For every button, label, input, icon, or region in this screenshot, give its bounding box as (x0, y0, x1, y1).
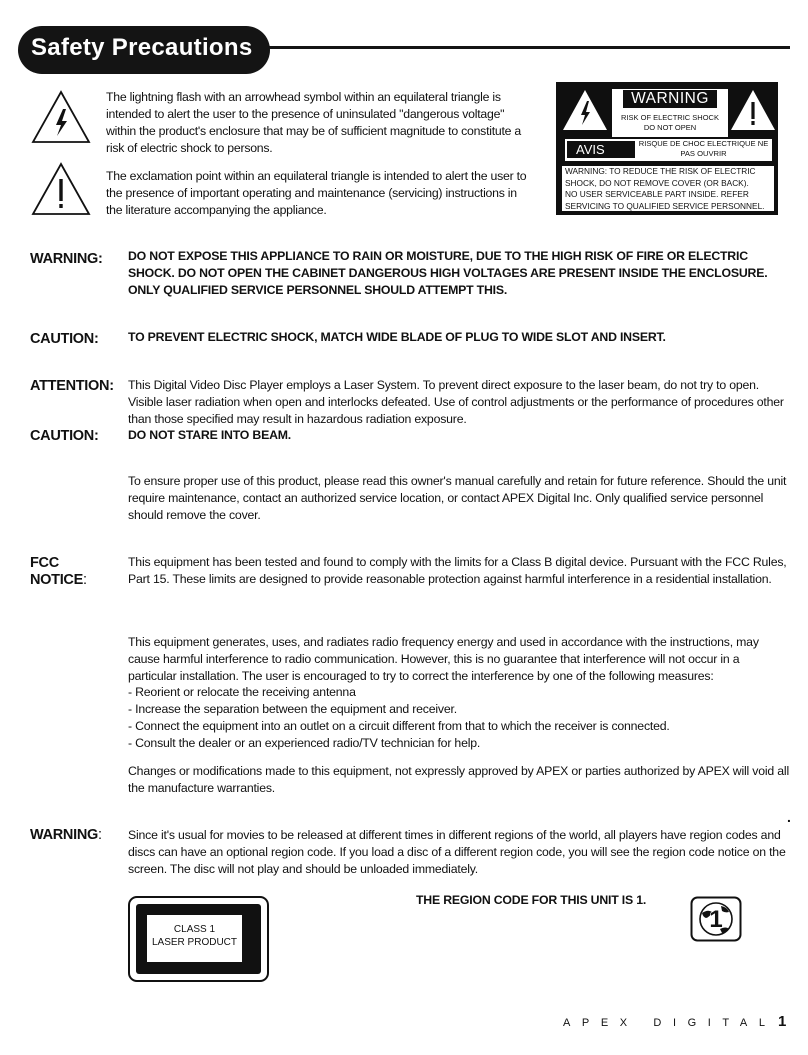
caution-label-1: CAUTION: (30, 331, 99, 347)
region-warning-text: Since it's usual for movies to be released at different times in different regions of the world, all players have region codes and discs can have an optional region code. If you load a disc of a different region code, you will see the region code notice on the screen. The disc will not play and should be unloaded immediately. (128, 828, 786, 876)
exclamation-triangle-icon (30, 161, 92, 217)
exclamation-description: The exclamation point within an equilateral triangle is intended to alert the user to the presence of important operating and maintenance (servicing) instructions in the literature accompanying the appliance. (106, 169, 527, 217)
laser-label-text: CLASS 1 LASER PRODUCT (151, 924, 237, 948)
fcc-label-line1: FCC (30, 555, 59, 571)
lightning-triangle-icon (30, 89, 92, 145)
region-globe-icon (690, 896, 742, 942)
warning-label-2-colon: : (97, 827, 102, 843)
lightning-description: The lightning flash with an arrowhead symbol within an equilateral triangle is intended to alert the user to the presence of uninsulated "dangerous voltage" within the product's enclosure that may be of sufficient magnitude to constitute a risk of electric shock to persons. (106, 90, 521, 155)
warning-label-bottom-text: WARNING: TO REDUCE THE RISK OF ELECTRIC SHOCK, DO NOT REMOVE COVER (OR BACK). NO USER SERVICEABLE PART INSIDE. REFER SERVICING TO QUALIFIED SERVICE PERSONNEL. (565, 166, 765, 211)
exclamation-warning-icon (729, 88, 777, 132)
page-number: 1 (778, 1013, 787, 1030)
attention-label: ATTENTION: (30, 378, 114, 394)
avis-word: AVIS (567, 141, 635, 158)
header-rule (268, 46, 790, 49)
fcc-label-line2 (30, 572, 87, 589)
caution-text-2: DO NOT STARE INTO BEAM. (128, 428, 292, 442)
attention-text: This Digital Video Disc Player employs a Laser System. To prevent direct exposure to the laser beam, do not try to open. Visible laser radiation when open and interlocks defeated. Use of control adjustments or the performance of procedures other than those specified may result in hazardous radiation exposure. (128, 378, 784, 426)
region-code-statement: THE REGION CODE FOR THIS UNIT IS 1. (416, 893, 647, 907)
page-title: Safety Precautions (31, 34, 253, 61)
avis-text: RISQUE DE CHOC ELECTRIQUE NE PAS OUVRIR (638, 139, 769, 158)
footer-brand: APEX DIGITAL (563, 1017, 777, 1029)
proper-use-text: To ensure proper use of this product, please read this owner's manual carefully and retain for future reference. Should the unit require maintenance, contact an authorized service location, or contact APEX Digital Inc. Only qualified service personnel should remove the cover. (128, 474, 787, 522)
interference-text: This equipment generates, uses, and radiates radio frequency energy and used in accordance with the instructions, may cause harmful interference to radio communication. However, this is no guarantee that interference will not occur in a particular installation. The user is encouraged to try to correct the interference by one of the following measures: - Reorient or relocate the receiving antenna - Increase the separation between the equipment and receiver. - Connect the equipment into an outlet on a circuit different from that to which the receiver is connected. - Consult the dealer or an experienced radio/TV technician for help. (128, 635, 759, 750)
fcc-label-colon: : (82, 572, 87, 588)
caution-text-1: TO PREVENT ELECTRIC SHOCK, MATCH WIDE BLADE OF PLUG TO WIDE SLOT AND INSERT. (128, 330, 666, 344)
warning-label-risk: RISK OF ELECTRIC SHOCK DO NOT OPEN (621, 113, 719, 132)
warning-label-2 (30, 827, 102, 844)
caution-label-2: CAUTION: (30, 428, 99, 444)
fcc-text: This equipment has been tested and found to comply with the limits for a Class B digital device. Pursuant with the FCC Rules, Part 15. These limits are designed to provide reasonable protection against harmful interference in a residential installation. (128, 555, 787, 586)
stray-dot: . (787, 809, 791, 825)
fcc-label-word: NOTICE (30, 572, 83, 588)
lightning-warning-icon (561, 88, 609, 132)
warning-label-1: WARNING: (30, 251, 103, 267)
warning-label-title: WARNING (623, 90, 717, 108)
warning-label-2-word: WARNING (30, 827, 98, 843)
warning-text-1: DO NOT EXPOSE THIS APPLIANCE TO RAIN OR MOISTURE, DUE TO THE HIGH RISK OF FIRE OR ELECTRIC SHOCK. DO NOT OPEN THE CABINET DANGEROUS HIGH VOLTAGES ARE PRESENT INSIDE THE ENCLOSURE. ONLY QUALIFIED SERVICE PERSONNEL SHOULD ATTEMPT THIS. (128, 249, 768, 297)
region-code-number: 1 (709, 906, 723, 933)
changes-text: Changes or modifications made to this equipment, not expressly approved by APEX or parties authorized by APEX will void all the manufacture warranties. (128, 764, 789, 795)
